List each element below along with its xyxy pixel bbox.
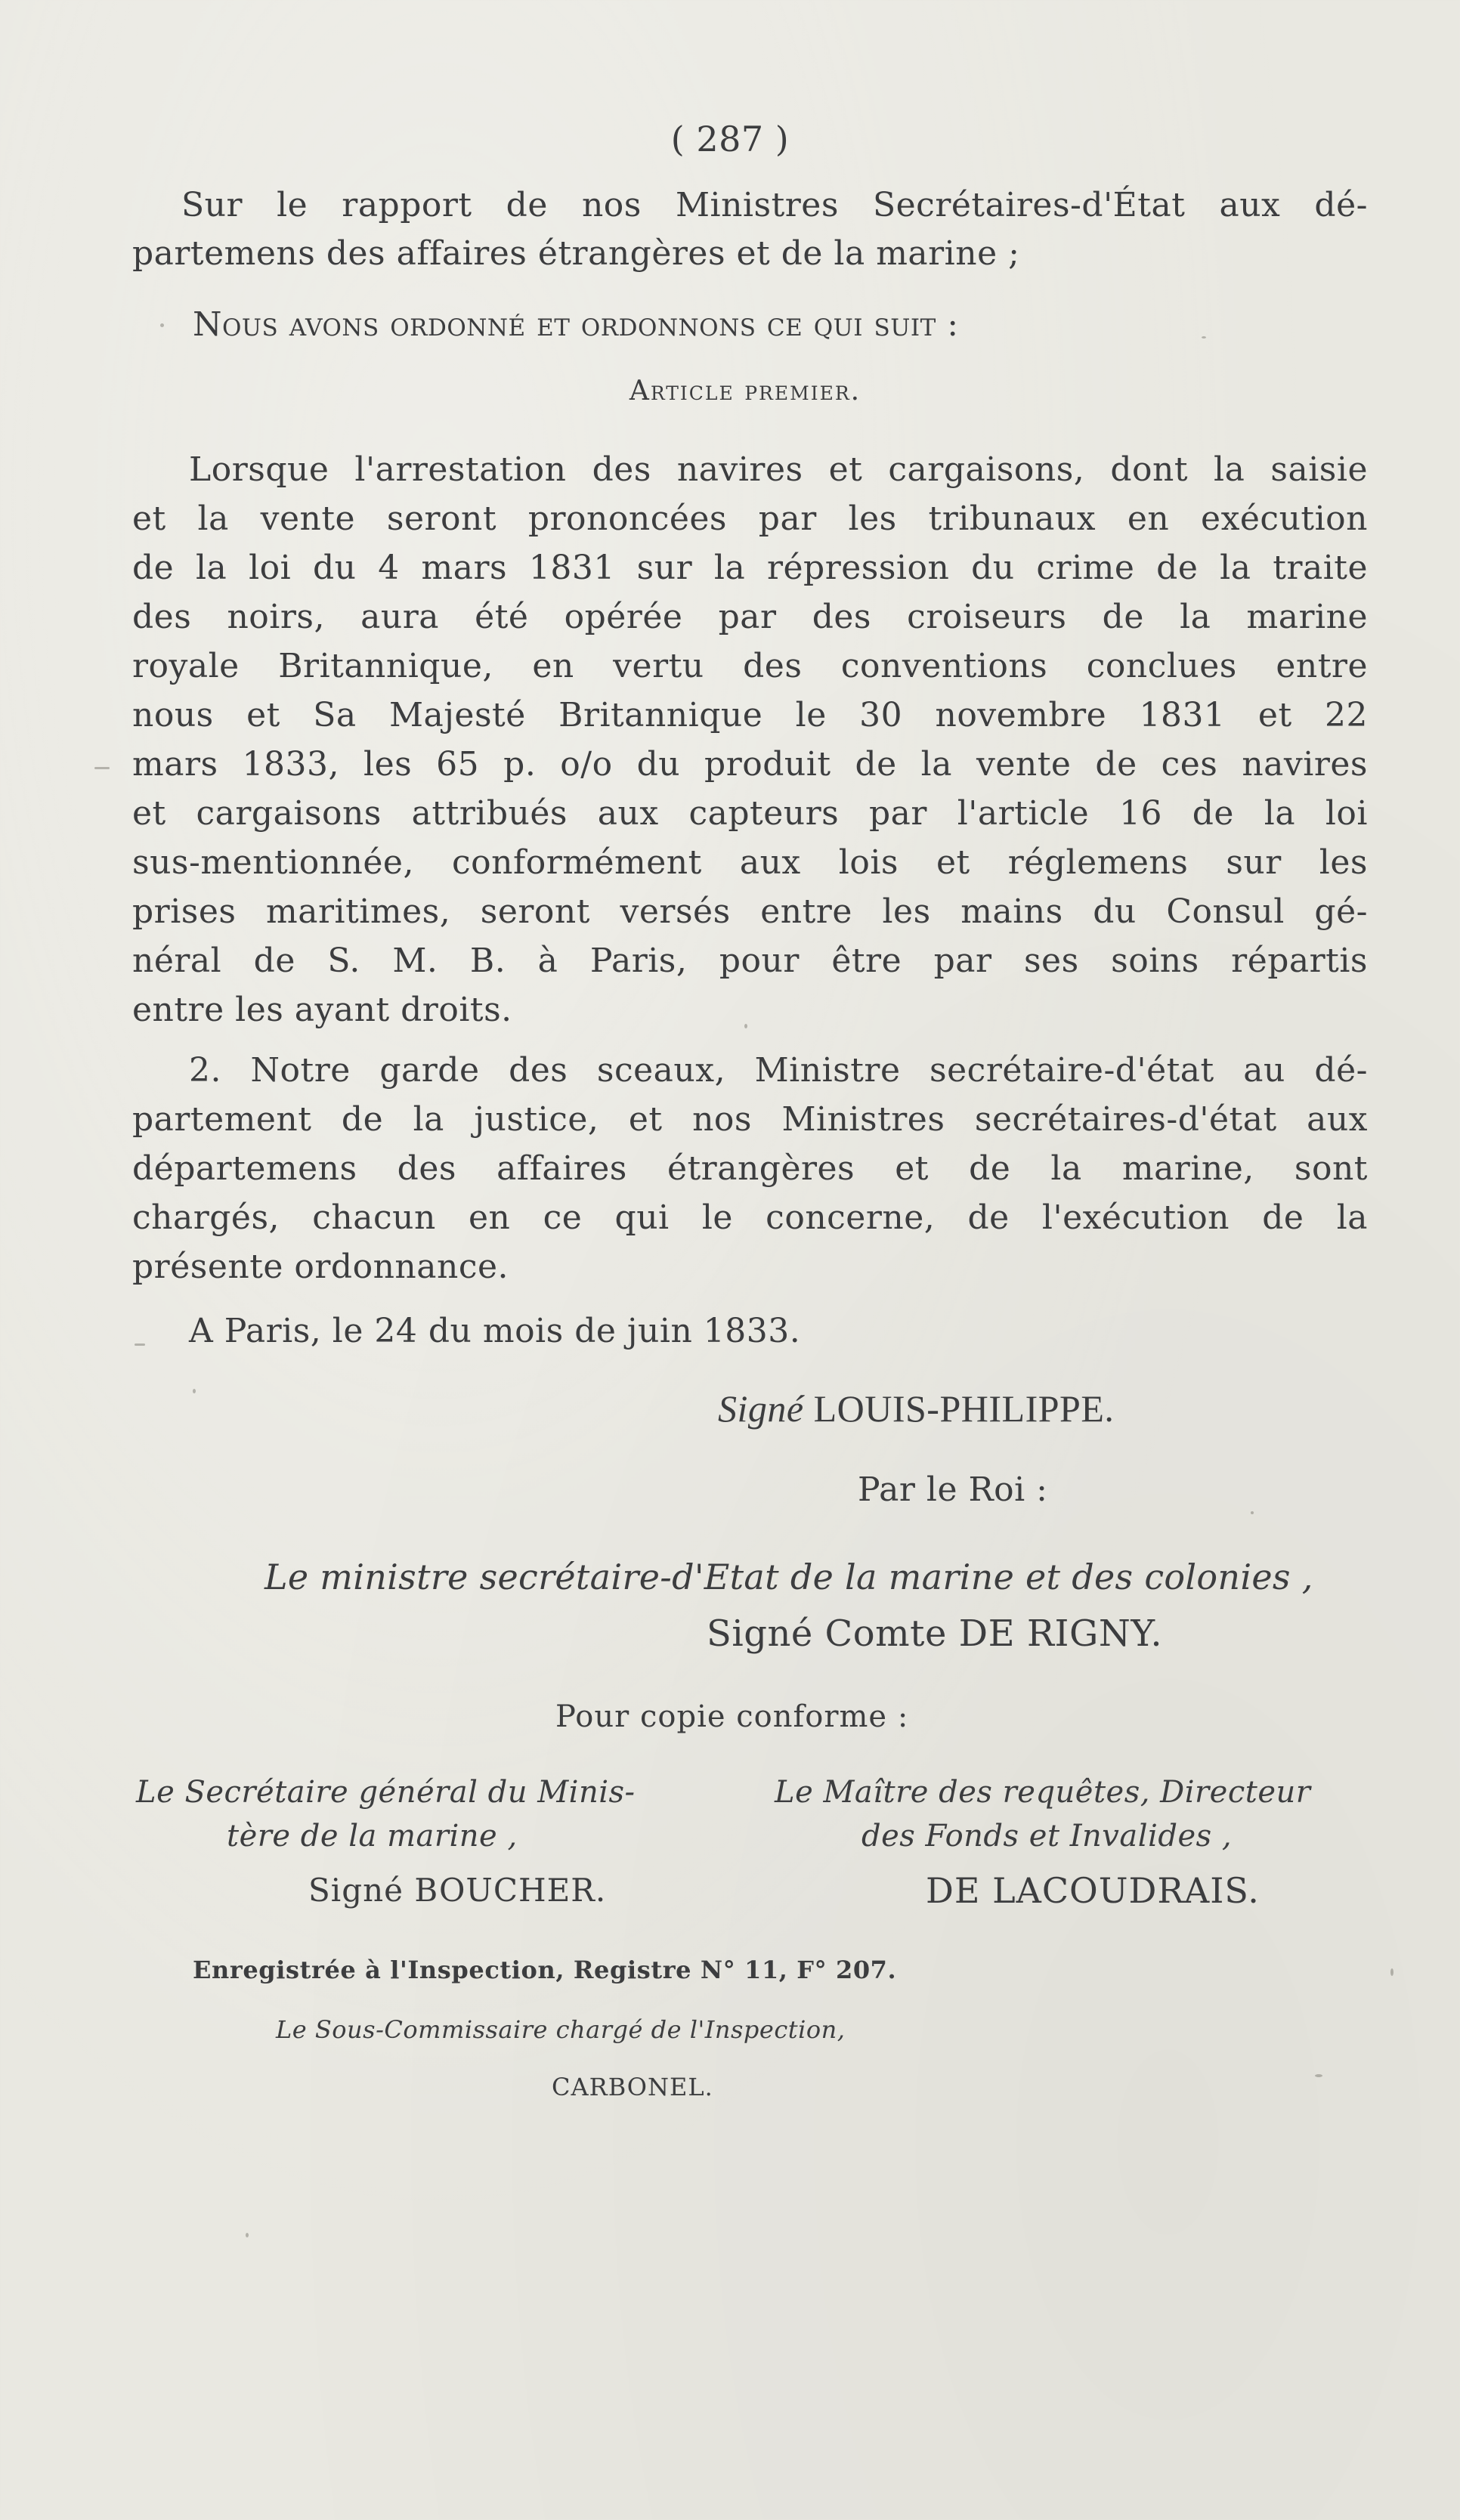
page-number: ( 287 ) xyxy=(670,119,790,159)
right-official-title-1: Le Maître des requêtes, Directeur xyxy=(775,1775,1311,1810)
preamble-line-2: partemens des affaires étrangères et de la marine ; xyxy=(132,234,1020,273)
paper-speck xyxy=(1390,1968,1393,1976)
paper-speck xyxy=(193,1389,196,1393)
article-title: Article premier. xyxy=(629,376,861,407)
article-1-line: néral de S. M. B. à Paris, pour être par ses soins répartis xyxy=(132,942,1368,980)
article-1-line: Lorsque l'arrestation des navires et cargaisons, dont la saisie xyxy=(189,450,1368,489)
left-official-title-1: Le Secrétaire général du Minis- xyxy=(136,1775,636,1810)
article-2-line: départemens des affaires étrangères et de la marine, sont xyxy=(132,1149,1368,1188)
par-le-roi: Par le Roi : xyxy=(858,1470,1048,1509)
king-name: LOUIS-PHILIPPE. xyxy=(813,1387,1115,1430)
article-1-line: de la loi du 4 mars 1831 sur la répression du crime de la traite xyxy=(132,549,1368,587)
minister-signature: Signé Comte DE RIGNY. xyxy=(707,1612,1163,1655)
left-official-title-2: tère de la marine , xyxy=(227,1819,518,1854)
paper-speck xyxy=(1202,336,1206,339)
article-2-line: présente ordonnance. xyxy=(132,1248,509,1286)
king-signature xyxy=(718,1384,1114,1433)
article-2-line: 2. Notre garde des sceaux, Ministre secrétaire-d'état au dé- xyxy=(189,1051,1368,1090)
article-1-line: entre les ayant droits. xyxy=(132,991,512,1029)
paper-speck xyxy=(246,2233,249,2237)
pour-copie: Pour copie conforme : xyxy=(555,1699,909,1734)
article-1-line: royale Britannique, en vertu des conventions conclues entre xyxy=(132,647,1368,685)
article-1-line: nous et Sa Majesté Britannique le 30 novembre 1831 et 22 xyxy=(132,696,1368,734)
preamble-line-1: Sur le rapport de nos Ministres Secrétaires-d'État aux dé- xyxy=(181,186,1368,224)
paper-speck xyxy=(160,323,164,327)
article-1-line: prises maritimes, seront versés entre les mains du Consul gé- xyxy=(132,892,1368,931)
right-official-signature: DE LACOUDRAIS. xyxy=(926,1870,1260,1911)
right-official-title-2: des Fonds et Invalides , xyxy=(861,1819,1233,1854)
inspector-name: CARBONEL. xyxy=(552,2073,713,2101)
article-1-line: et cargaisons attribués aux capteurs par l'article 16 de la loi xyxy=(132,794,1368,833)
article-1-line: des noirs, aura été opérée par des croiseurs de la marine xyxy=(132,598,1368,636)
left-official-signature: Signé BOUCHER. xyxy=(308,1872,607,1909)
date-line: A Paris, le 24 du mois de juin 1833. xyxy=(189,1312,801,1350)
paper-speck xyxy=(1251,1511,1254,1514)
ordonnance-intro: Nous avons ordonné et ordonnons ce qui suit : xyxy=(193,305,959,344)
article-1-line: mars 1833, les 65 p. o/o du produit de la vente de ces navires xyxy=(132,745,1368,784)
inspector-title: Le Sous-Commissaire chargé de l'Inspection, xyxy=(276,2015,846,2044)
article-1-line: sus-mentionnée, conformément aux lois et réglemens sur les xyxy=(132,843,1368,882)
article-1-line: et la vente seront prononcées par les tribunaux en exécution xyxy=(132,499,1368,538)
article-2-line: chargés, chacun en ce qui le concerne, de l'exécution de la xyxy=(132,1198,1368,1237)
paper-speck xyxy=(135,1343,145,1346)
article-2-line: partement de la justice, et nos Ministres secrétaires-d'état aux xyxy=(132,1100,1368,1139)
paper-speck xyxy=(744,1024,747,1028)
paper-speck xyxy=(1315,2074,1322,2077)
signe-label: Signé xyxy=(718,1387,804,1430)
registration-line: Enregistrée à l'Inspection, Registre N° 11, F° 207. xyxy=(193,1956,897,1984)
paper-speck xyxy=(94,767,110,769)
minister-title: Le ministre secrétaire-d'Etat de la marine et des colonies , xyxy=(264,1557,1313,1597)
